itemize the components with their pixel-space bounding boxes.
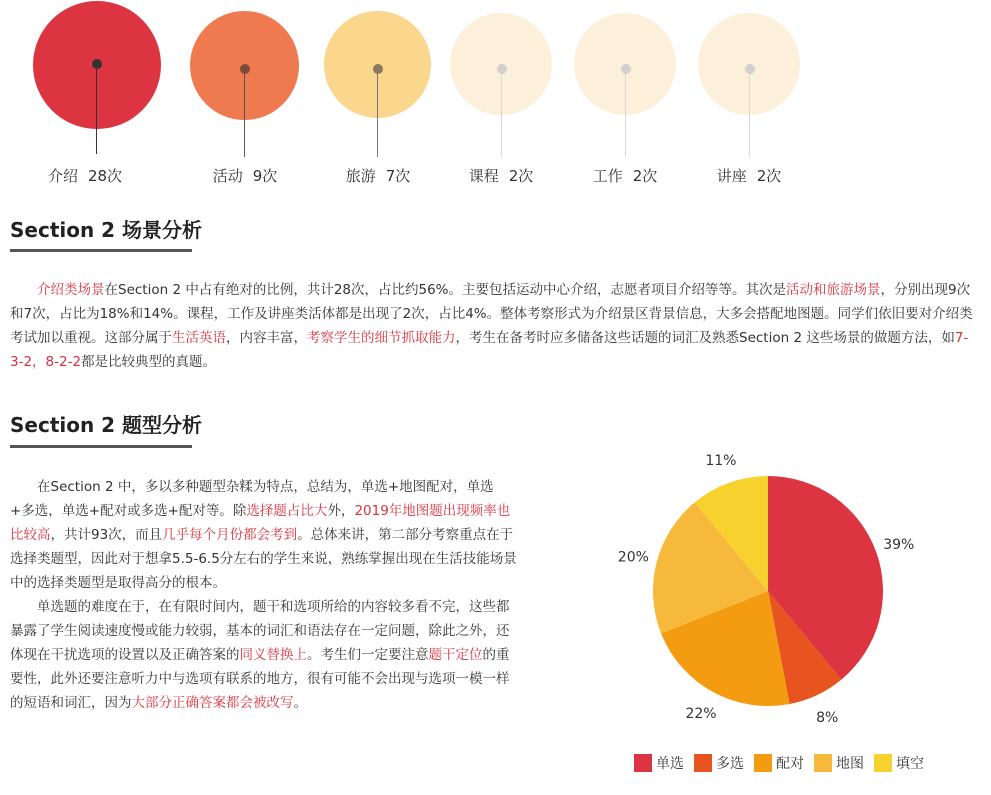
bubble-count: 2次 bbox=[508, 167, 534, 185]
pie-percent-label: 39% bbox=[883, 536, 915, 553]
body-text: 单选题的难度在于，在有限时间内，题干和选项所给的内容较多看不完，这些都暴露了学生阅读速度慢或能力较弱，基本的词汇和语法存在一定问题，除此之外，还体现在干扰选项的设置以及正确答案的 bbox=[10, 599, 510, 663]
highlight-text: 同义替换上 bbox=[239, 647, 307, 663]
bubble-count: 28次 bbox=[87, 167, 123, 185]
scene-paragraph bbox=[10, 278, 974, 374]
highlight-text: 考察学生的细节抓取能力 bbox=[307, 330, 456, 346]
bubble-label bbox=[469, 165, 534, 186]
highlight-text: 题干定位 bbox=[428, 647, 483, 663]
bubble-dot bbox=[92, 59, 102, 69]
bubble-dot bbox=[497, 64, 507, 74]
body-text: ，分别出现9次和7次，占比为18%和14%。课程，工作及讲座类活体都是出现了2次，占比4%。整体考察形式为介绍景区背景信息，大多会搭配地图题。同学们依旧要对介绍类考试加以重视。这部分属于 bbox=[10, 282, 973, 346]
highlight-text: 生活英语 bbox=[172, 330, 226, 346]
pie-legend bbox=[634, 753, 934, 773]
legend-item bbox=[874, 753, 924, 773]
legend-label: 单选 bbox=[656, 756, 684, 772]
scene-bubble-chart bbox=[0, 0, 991, 200]
body-text: 外， bbox=[327, 503, 355, 519]
legend-swatch bbox=[694, 754, 712, 772]
legend-item bbox=[754, 753, 804, 773]
bubble-stem bbox=[625, 69, 626, 157]
bubble-name: 活动 bbox=[212, 167, 243, 185]
bubble-count: 9次 bbox=[252, 167, 278, 185]
bubble-label bbox=[593, 165, 658, 186]
section-scene-title: Section 2 场景分析 bbox=[10, 218, 203, 242]
bubble-dot bbox=[621, 64, 631, 74]
bubble-stem bbox=[501, 69, 502, 157]
highlight-text: 介绍类场景 bbox=[37, 282, 105, 298]
bubble-label bbox=[48, 165, 122, 186]
section-type-underline bbox=[10, 445, 192, 448]
bubble-name: 工作 bbox=[592, 167, 623, 185]
legend-label: 填空 bbox=[896, 756, 924, 772]
legend-item bbox=[694, 753, 744, 773]
bubble-stem bbox=[749, 69, 750, 157]
bubble-name: 课程 bbox=[468, 167, 499, 185]
bubble-label bbox=[717, 165, 782, 186]
scene-paragraph-text bbox=[10, 278, 974, 374]
pie-percent-label: 11% bbox=[705, 453, 737, 470]
highlight-text: 2019年地图题出现频率也比较高 bbox=[10, 503, 511, 543]
bubble-dot bbox=[745, 64, 755, 74]
highlight-text: 活动和旅游场景 bbox=[786, 282, 881, 298]
section-scene-underline bbox=[10, 249, 192, 252]
body-text: ，内容丰富， bbox=[226, 330, 307, 346]
bubble-label bbox=[213, 165, 278, 186]
bubble-name: 旅游 bbox=[345, 167, 376, 185]
bubble-dot bbox=[373, 64, 383, 74]
pie-percent-label: 8% bbox=[816, 709, 839, 726]
bubble-stem bbox=[377, 69, 378, 157]
bubble-count: 2次 bbox=[756, 167, 782, 185]
body-text: 。总体来讲，第二部分考察重点在于选择类题型，因此对于想拿5.5-6.5分左右的学生来说，熟练掌握出现在生活技能场景中的选择类题型是取得高分的根本。 bbox=[10, 527, 517, 591]
legend-label: 多选 bbox=[716, 756, 744, 772]
highlight-text: 选择题占比大 bbox=[246, 503, 328, 519]
bubble-dot bbox=[240, 64, 250, 74]
body-text: 。考生们一定要注意 bbox=[307, 647, 429, 663]
body-text: 在Section 2 中，多以多种题型杂糅为特点，总结为，单选+地图配对，单选+多选，单选+配对或多选+配对等。除 bbox=[10, 479, 494, 519]
type-paragraphs bbox=[10, 475, 518, 715]
legend-swatch bbox=[814, 754, 832, 772]
body-text: 的重要性，此外还要注意听力中与选项有联系的地方，很有可能不会出现与选项一模一样的短语和词汇，因为 bbox=[10, 647, 510, 711]
legend-label: 地图 bbox=[836, 756, 864, 772]
legend-swatch bbox=[874, 754, 892, 772]
bubble-label bbox=[346, 165, 411, 186]
legend-item bbox=[634, 753, 684, 773]
bubble-count: 7次 bbox=[385, 167, 411, 185]
pie-percent-label: 22% bbox=[685, 705, 717, 722]
body-text: 在Section 2 中占有绝对的比例，共计28次，占比约56%。主要包括运动中心介绍，志愿者项目介绍等等。其次是 bbox=[104, 282, 787, 298]
highlight-text: 几乎每个月份都会考到 bbox=[162, 527, 298, 543]
type-paragraph-1 bbox=[10, 475, 518, 595]
question-type-pie-chart bbox=[560, 450, 980, 750]
section-type-title: Section 2 题型分析 bbox=[10, 413, 203, 437]
legend-label: 配对 bbox=[776, 756, 804, 772]
bubble-name: 介绍 bbox=[47, 167, 78, 185]
legend-swatch bbox=[754, 754, 772, 772]
type-paragraph-2 bbox=[10, 595, 518, 715]
pie-percent-label: 20% bbox=[617, 549, 649, 566]
legend-item bbox=[814, 753, 864, 773]
body-text: 。 bbox=[293, 695, 307, 711]
legend-swatch bbox=[634, 754, 652, 772]
body-text: ，考生在备考时应多储备这些话题的词汇及熟悉Section 2 这些场景的做题方法，如 bbox=[455, 330, 955, 346]
bubble-count: 2次 bbox=[632, 167, 658, 185]
highlight-text: 7-3-2，8-2-2 bbox=[10, 330, 969, 370]
bubble-stem bbox=[244, 69, 245, 157]
bubble-name: 讲座 bbox=[716, 167, 747, 185]
body-text: ，共计93次，而且 bbox=[50, 527, 163, 543]
bubble-stem bbox=[96, 64, 97, 154]
body-text: 都是比较典型的真题。 bbox=[81, 354, 217, 370]
highlight-text: 大部分正确答案都会被改写 bbox=[131, 695, 294, 711]
